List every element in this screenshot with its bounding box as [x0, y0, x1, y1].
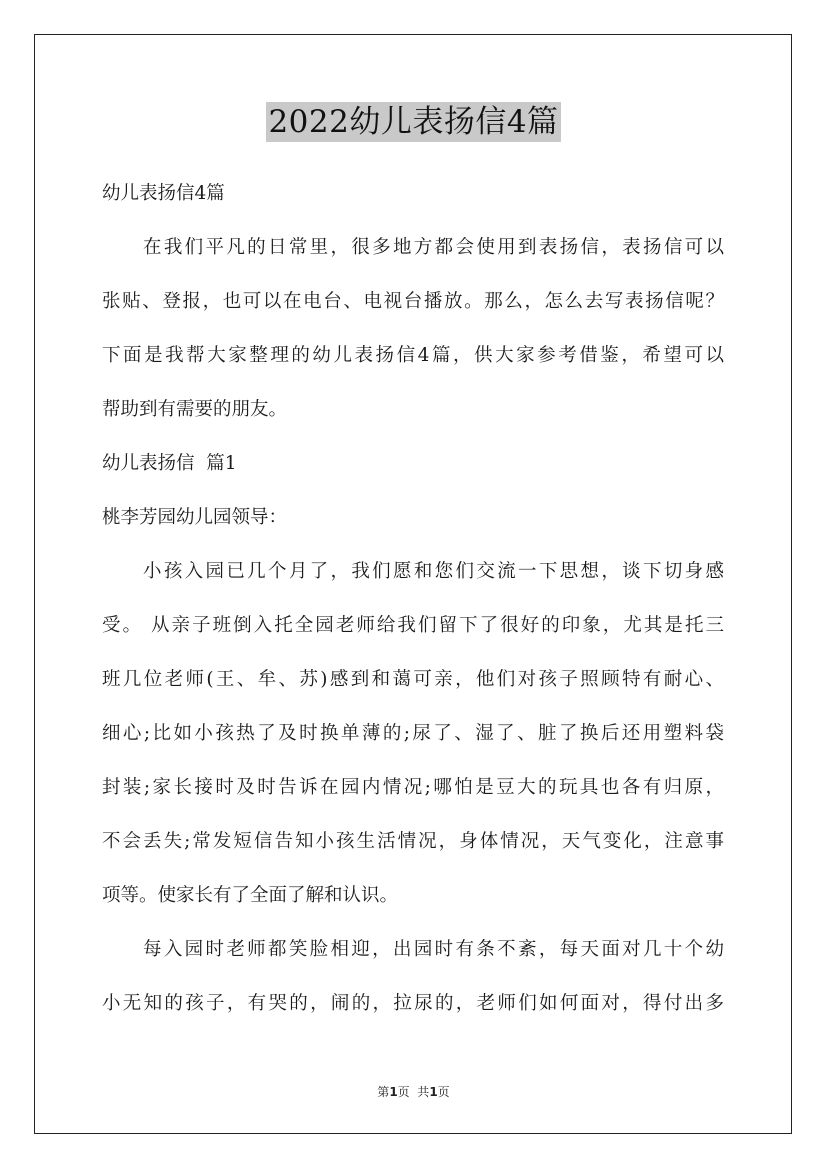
- footer-page-number: 1: [389, 1085, 398, 1099]
- paragraph-line: 细心;比如小孩热了及时换单薄的;尿了、湿了、脏了换后还用塑料袋: [102, 723, 724, 744]
- intro-line: 帮助到有需要的朋友。: [102, 399, 288, 420]
- page-footer: [0, 1084, 827, 1100]
- intro-line: 张贴、登报，也可以在电台、电视台播放。那么，怎么去写表扬信呢？: [102, 291, 724, 312]
- paragraph-line: 小无知的孩子，有哭的，闹的，拉尿的，老师们如何面对，得付出多: [102, 993, 724, 1014]
- paragraph-line: 封装;家长接时及时告诉在园内情况;哪怕是豆大的玩具也各有归原，: [102, 777, 724, 798]
- footer-prefix: 第: [377, 1085, 390, 1099]
- document-subtitle: 幼儿表扬信4篇: [102, 183, 225, 204]
- section-heading: 幼儿表扬信 篇1: [102, 453, 237, 474]
- paragraph-line: 小孩入园已几个月了，我们愿和您们交流一下思想，谈下切身感: [143, 561, 724, 582]
- salutation: 桃李芳园幼儿园领导：: [102, 507, 288, 528]
- intro-line: 在我们平凡的日常里，很多地方都会使用到表扬信，表扬信可以: [143, 237, 724, 258]
- intro-line: 下面是我帮大家整理的幼儿表扬信4篇，供大家参考借鉴，希望可以: [102, 345, 724, 366]
- paragraph-line: 受。 从亲子班倒入托全园老师给我们留下了很好的印象，尤其是托三: [102, 615, 724, 636]
- paragraph-line: 每入园时老师都笑脸相迎，出园时有条不紊，每天面对几十个幼: [143, 939, 724, 960]
- document-title: 2022幼儿表扬信4篇: [268, 104, 559, 140]
- paragraph-line: 不会丢失;常发短信告知小孩生活情况，身体情况，天气变化，注意事: [102, 831, 724, 852]
- paragraph-line: 项等。使家长有了全面了解和认识。: [102, 885, 399, 906]
- footer-mid: 页 共: [397, 1085, 430, 1099]
- footer-suffix: 页: [437, 1085, 450, 1099]
- footer-total-pages: 1: [429, 1085, 438, 1099]
- paragraph-line: 班几位老师(王、牟、苏)感到和蔼可亲，他们对孩子照顾特有耐心、: [102, 669, 724, 690]
- title-container: [0, 102, 827, 142]
